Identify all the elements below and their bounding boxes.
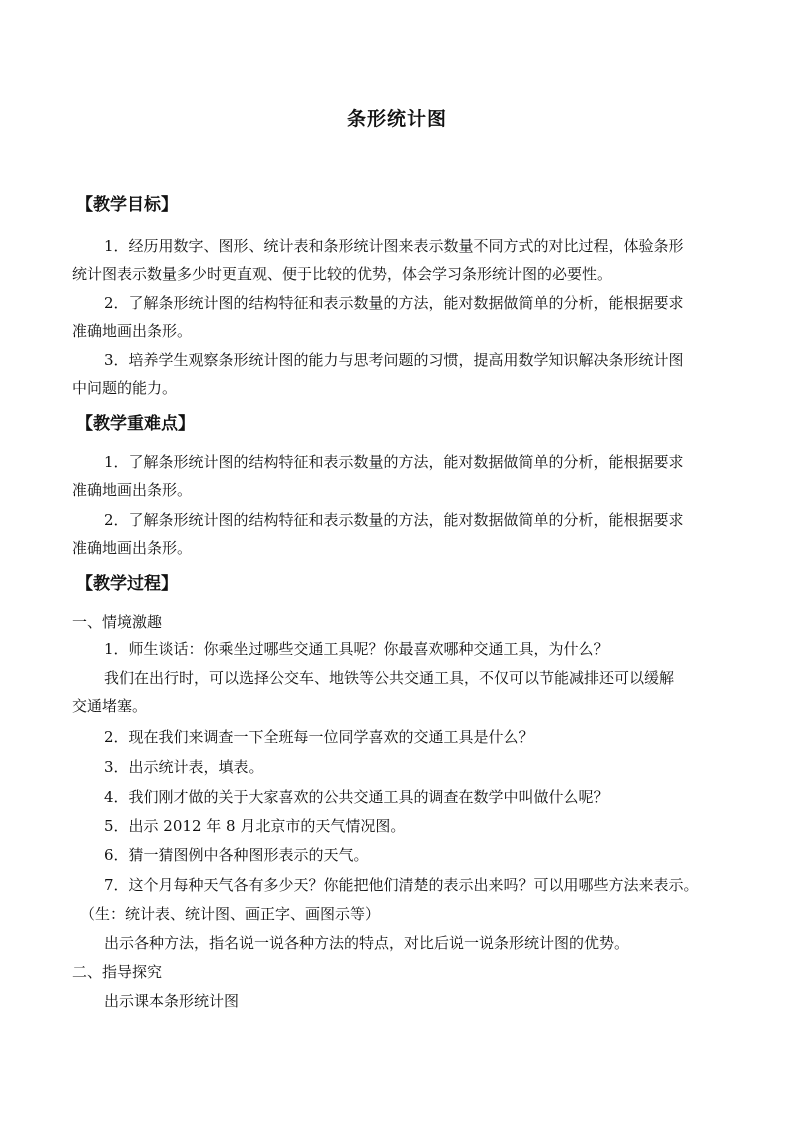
process-line-9: 7．这个月每种天气各有多少天？你能把他们清楚的表示出来吗？可以用哪些方法来表示。 [104, 876, 699, 894]
objective-1-line-2: 统计图表示数量多少时更直观、便于比较的优势，体会学习条形统计图的必要性。 [72, 265, 613, 283]
process-line-2: 我们在出行时，可以选择公交车、地铁等公共交通工具，不仅可以节能减排还可以缓解 [104, 669, 675, 687]
key-points-heading: 【教学重难点】 [76, 414, 195, 434]
process-line-6: 4．我们刚才做的关于大家喜欢的公共交通工具的调查在数学中叫做什么呢？ [104, 788, 609, 806]
process-line-11: 出示各种方法，指名说一说各种方法的特点，对比后说一说条形统计图的优势。 [104, 934, 630, 952]
objective-3-line-1: 3．培养学生观察条形统计图的能力与思考问题的习惯，提高用数学知识解决条形统计图 [104, 351, 684, 369]
document-title: 条形统计图 [346, 108, 447, 130]
objective-1-line-1: 1．经历用数字、图形、统计表和条形统计图来表示数量不同方式的对比过程，体验条形 [104, 237, 684, 255]
process-part1-title: 一、情境激趣 [72, 613, 163, 631]
objective-2-line-2: 准确地画出条形。 [72, 322, 193, 340]
process-line-5: 3．出示统计表，填表。 [104, 758, 264, 776]
process-line-3: 交通堵塞。 [72, 697, 148, 715]
key-point-1-line-2: 准确地画出条形。 [72, 481, 193, 499]
objective-2-line-1: 2．了解条形统计图的结构特征和表示数量的方法，能对数据做简单的分析，能根据要求 [104, 294, 684, 312]
process-heading: 【教学过程】 [76, 574, 178, 594]
key-point-2-line-2: 准确地画出条形。 [72, 539, 193, 557]
process-line-8: 6．猜一猜图例中各种图形表示的天气。 [104, 846, 369, 864]
key-point-1-line-1: 1．了解条形统计图的结构特征和表示数量的方法，能对数据做简单的分析，能根据要求 [104, 453, 684, 471]
process-line-7: 5．出示 2012 年 8 月北京市的天气情况图。 [104, 817, 406, 835]
key-point-2-line-1: 2．了解条形统计图的结构特征和表示数量的方法，能对数据做简单的分析，能根据要求 [104, 511, 684, 529]
objectives-heading: 【教学目标】 [76, 195, 178, 215]
process-line-10: （生：统计表、统计图、画正字、画图示等） [80, 905, 381, 923]
process-part2-title: 二、指导探究 [72, 963, 163, 981]
process-line-4: 2．现在我们来调查一下全班每一位同学喜欢的交通工具是什么？ [104, 728, 534, 746]
process-part2-line-1: 出示课本条形统计图 [104, 992, 240, 1010]
process-line-1: 1．师生谈话：你乘坐过哪些交通工具呢？你最喜欢哪种交通工具，为什么？ [104, 640, 609, 658]
objective-3-line-2: 中问题的能力。 [72, 379, 178, 397]
